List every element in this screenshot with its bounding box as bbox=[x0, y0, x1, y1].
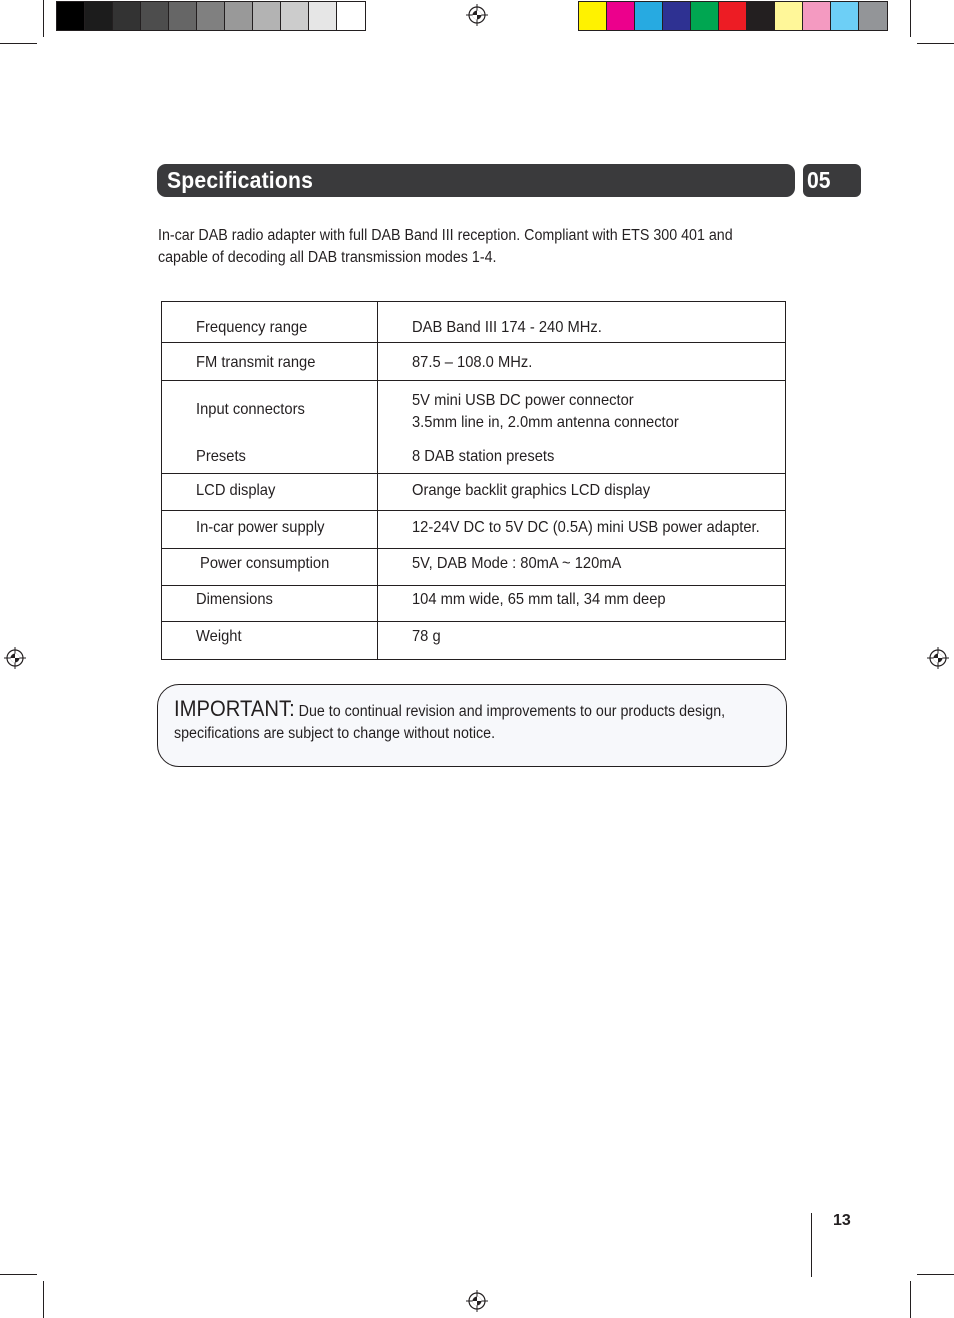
table-row bbox=[162, 381, 785, 474]
spec-label: Frequency range bbox=[196, 319, 308, 336]
table-row bbox=[162, 474, 785, 511]
registration-mark-icon bbox=[466, 4, 488, 26]
color-swatch bbox=[663, 2, 691, 30]
important-notice bbox=[174, 698, 818, 745]
spec-value: 8 DAB station presets bbox=[412, 448, 555, 465]
spec-label: Power consumption bbox=[200, 555, 330, 572]
color-swatch bbox=[57, 2, 85, 30]
intro-line: capable of decoding all DAB transmission modes 1-4. bbox=[158, 249, 497, 266]
registration-mark-icon bbox=[466, 1290, 488, 1312]
important-text: specifications are subject to change without notice. bbox=[174, 725, 496, 742]
color-swatch bbox=[337, 2, 365, 30]
table-row bbox=[162, 622, 785, 659]
spec-label: FM transmit range bbox=[196, 354, 316, 371]
spec-value: DAB Band III 174 - 240 MHz. bbox=[412, 319, 602, 336]
chapter-number: 05 bbox=[807, 167, 831, 193]
spec-value: 78 g bbox=[412, 628, 441, 645]
grayscale-color-bar bbox=[56, 1, 366, 31]
color-swatch bbox=[281, 2, 309, 30]
process-color-bar bbox=[578, 1, 888, 31]
color-swatch bbox=[85, 2, 113, 30]
specifications-table bbox=[161, 301, 786, 660]
spec-value: 3.5mm line in, 2.0mm antenna connector bbox=[412, 414, 679, 431]
color-swatch bbox=[607, 2, 635, 30]
color-swatch bbox=[579, 2, 607, 30]
spec-value: 104 mm wide, 65 mm tall, 34 mm deep bbox=[412, 591, 666, 608]
crop-mark bbox=[917, 1274, 954, 1275]
spec-value: 5V mini USB DC power connector bbox=[412, 392, 634, 409]
table-row bbox=[162, 549, 785, 586]
registration-mark-icon bbox=[927, 647, 949, 669]
table-row bbox=[162, 343, 785, 381]
crop-mark bbox=[917, 43, 954, 44]
table-row bbox=[162, 586, 785, 622]
spec-label: Dimensions bbox=[196, 591, 273, 608]
spec-value: Orange backlit graphics LCD display bbox=[412, 482, 651, 499]
page-title: Specifications bbox=[167, 167, 314, 193]
color-swatch bbox=[859, 2, 887, 30]
spec-label: Presets bbox=[196, 448, 246, 465]
spec-value: 12-24V DC to 5V DC (0.5A) mini USB power adapter. bbox=[412, 519, 760, 536]
color-swatch bbox=[309, 2, 337, 30]
margin-rule bbox=[811, 1213, 812, 1277]
color-swatch bbox=[253, 2, 281, 30]
color-swatch bbox=[719, 2, 747, 30]
important-heading: IMPORTANT: bbox=[174, 696, 295, 721]
color-swatch bbox=[113, 2, 141, 30]
color-swatch bbox=[225, 2, 253, 30]
table-row bbox=[162, 302, 785, 343]
color-swatch bbox=[169, 2, 197, 30]
crop-mark bbox=[0, 1274, 37, 1275]
color-swatch bbox=[691, 2, 719, 30]
crop-mark bbox=[43, 0, 44, 37]
crop-mark bbox=[910, 1281, 911, 1318]
spec-label: Weight bbox=[196, 628, 242, 645]
crop-mark bbox=[910, 0, 911, 37]
spec-value: 87.5 – 108.0 MHz. bbox=[412, 354, 533, 371]
spec-value: 5V, DAB Mode : 80mA ~ 120mA bbox=[412, 555, 622, 572]
spec-label: Input connectors bbox=[196, 401, 305, 418]
color-swatch bbox=[775, 2, 803, 30]
color-swatch bbox=[803, 2, 831, 30]
table-row bbox=[162, 511, 785, 549]
color-swatch bbox=[747, 2, 775, 30]
color-swatch bbox=[197, 2, 225, 30]
registration-mark-icon bbox=[4, 647, 26, 669]
intro-paragraph bbox=[158, 225, 747, 269]
color-swatch bbox=[831, 2, 859, 30]
page-number: 13 bbox=[833, 1212, 851, 1229]
crop-mark bbox=[43, 1281, 44, 1318]
color-swatch bbox=[141, 2, 169, 30]
spec-label: LCD display bbox=[196, 482, 276, 499]
important-text: Due to continual revision and improvements to our products design, bbox=[298, 703, 726, 720]
color-swatch bbox=[635, 2, 663, 30]
crop-mark bbox=[0, 43, 37, 44]
intro-line: In-car DAB radio adapter with full DAB Band III reception. Compliant with ETS 300 401 and bbox=[158, 227, 733, 244]
spec-label: In-car power supply bbox=[196, 519, 325, 536]
